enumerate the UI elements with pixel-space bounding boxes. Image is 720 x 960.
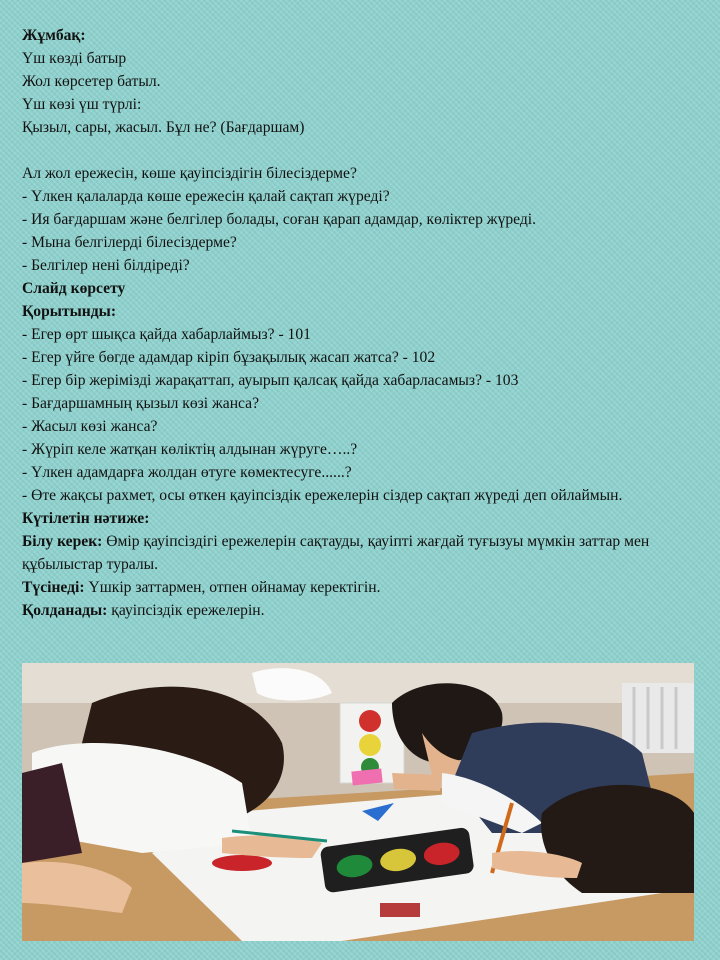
- conclusion-line: - Үлкен адамдарға жолдан өтуге көмектесуге......?: [22, 464, 352, 481]
- result-apply-label: Қолданады:: [22, 602, 108, 619]
- result-apply-text: қауіпсіздік ережелерін.: [107, 602, 265, 619]
- result-understand-label: Түсінеді:: [22, 579, 85, 596]
- slide-heading: Слайд көрсету: [22, 280, 126, 297]
- result-apply: [22, 599, 702, 622]
- lesson-document: [22, 24, 702, 622]
- red-shape-icon: [212, 855, 272, 871]
- riddle-heading: Жұмбақ:: [22, 27, 86, 44]
- result-know: [22, 530, 702, 576]
- conclusion-line: - Жасыл көзі жанса?: [22, 418, 158, 435]
- riddle-line: Үш көзі үш түрлі:: [22, 96, 142, 113]
- discussion-line: Ал жол ережесін, көше қауіпсіздігін білесіздерме?: [22, 165, 357, 182]
- riddle-line: Жол көрсетер батыл.: [22, 73, 161, 90]
- boy-hand: [392, 773, 442, 791]
- classroom-photo: [22, 663, 694, 941]
- classroom-photo-illustration: [22, 663, 694, 941]
- conclusion-line: - Өте жақсы рахмет, осы өткен қауіпсіздік ережелерін сіздер сақтап жүреді деп ойлаймын.: [22, 487, 623, 504]
- result-understand-text: Үшкір заттармен, отпен ойнамау керектігін.: [84, 579, 381, 596]
- traffic-light-red-icon: [359, 710, 381, 732]
- discussion-line: - Мына белгілерді білесіздерме?: [22, 234, 237, 251]
- discussion-line: - Ия бағдаршам және белгілер болады, соған қарап адамдар, көліктер жүреді.: [22, 211, 537, 228]
- result-know-label: Білу керек:: [22, 533, 103, 550]
- conclusion-line: - Бағдаршамның қызыл көзі жанса?: [22, 395, 260, 412]
- traffic-light-yellow-icon: [359, 734, 381, 756]
- riddle-answer-line: Қызыл, сары, жасыл. Бұл не? (Бағдаршам): [22, 119, 305, 136]
- conclusion-line: - Егер үйге бөгде адамдар кіріп бұзақылық жасап жатса? - 102: [22, 349, 436, 366]
- car-picture-icon: [380, 903, 420, 917]
- conclusion-line: - Егер бір жерімізді жарақаттап, ауырып қалсақ қайда хабарласамыз? - 103: [22, 372, 519, 389]
- conclusion-line: - Жүріп келе жатқан көліктің алдынан жүруге…..?: [22, 441, 358, 458]
- discussion-line: - Үлкен қалаларда көше ережесін қалай сақтап жүреді?: [22, 188, 390, 205]
- spacer: [22, 139, 702, 162]
- conclusion-heading: Қорытынды:: [22, 303, 117, 320]
- result-understand: [22, 576, 702, 599]
- riddle-line: Үш көзді батыр: [22, 50, 127, 67]
- conclusion-line: - Егер өрт шықса қайда хабарлаймыз? - 101: [22, 326, 311, 343]
- result-know-text: Өмір қауіпсіздігі ережелерін сақтауды, қауіпті жағдай туғызуы мүмкін заттар мен құбылыстар туралы.: [22, 533, 650, 573]
- discussion-line: - Белгілер нені білдіреді?: [22, 257, 190, 274]
- result-heading: Күтілетін нәтиже:: [22, 510, 150, 527]
